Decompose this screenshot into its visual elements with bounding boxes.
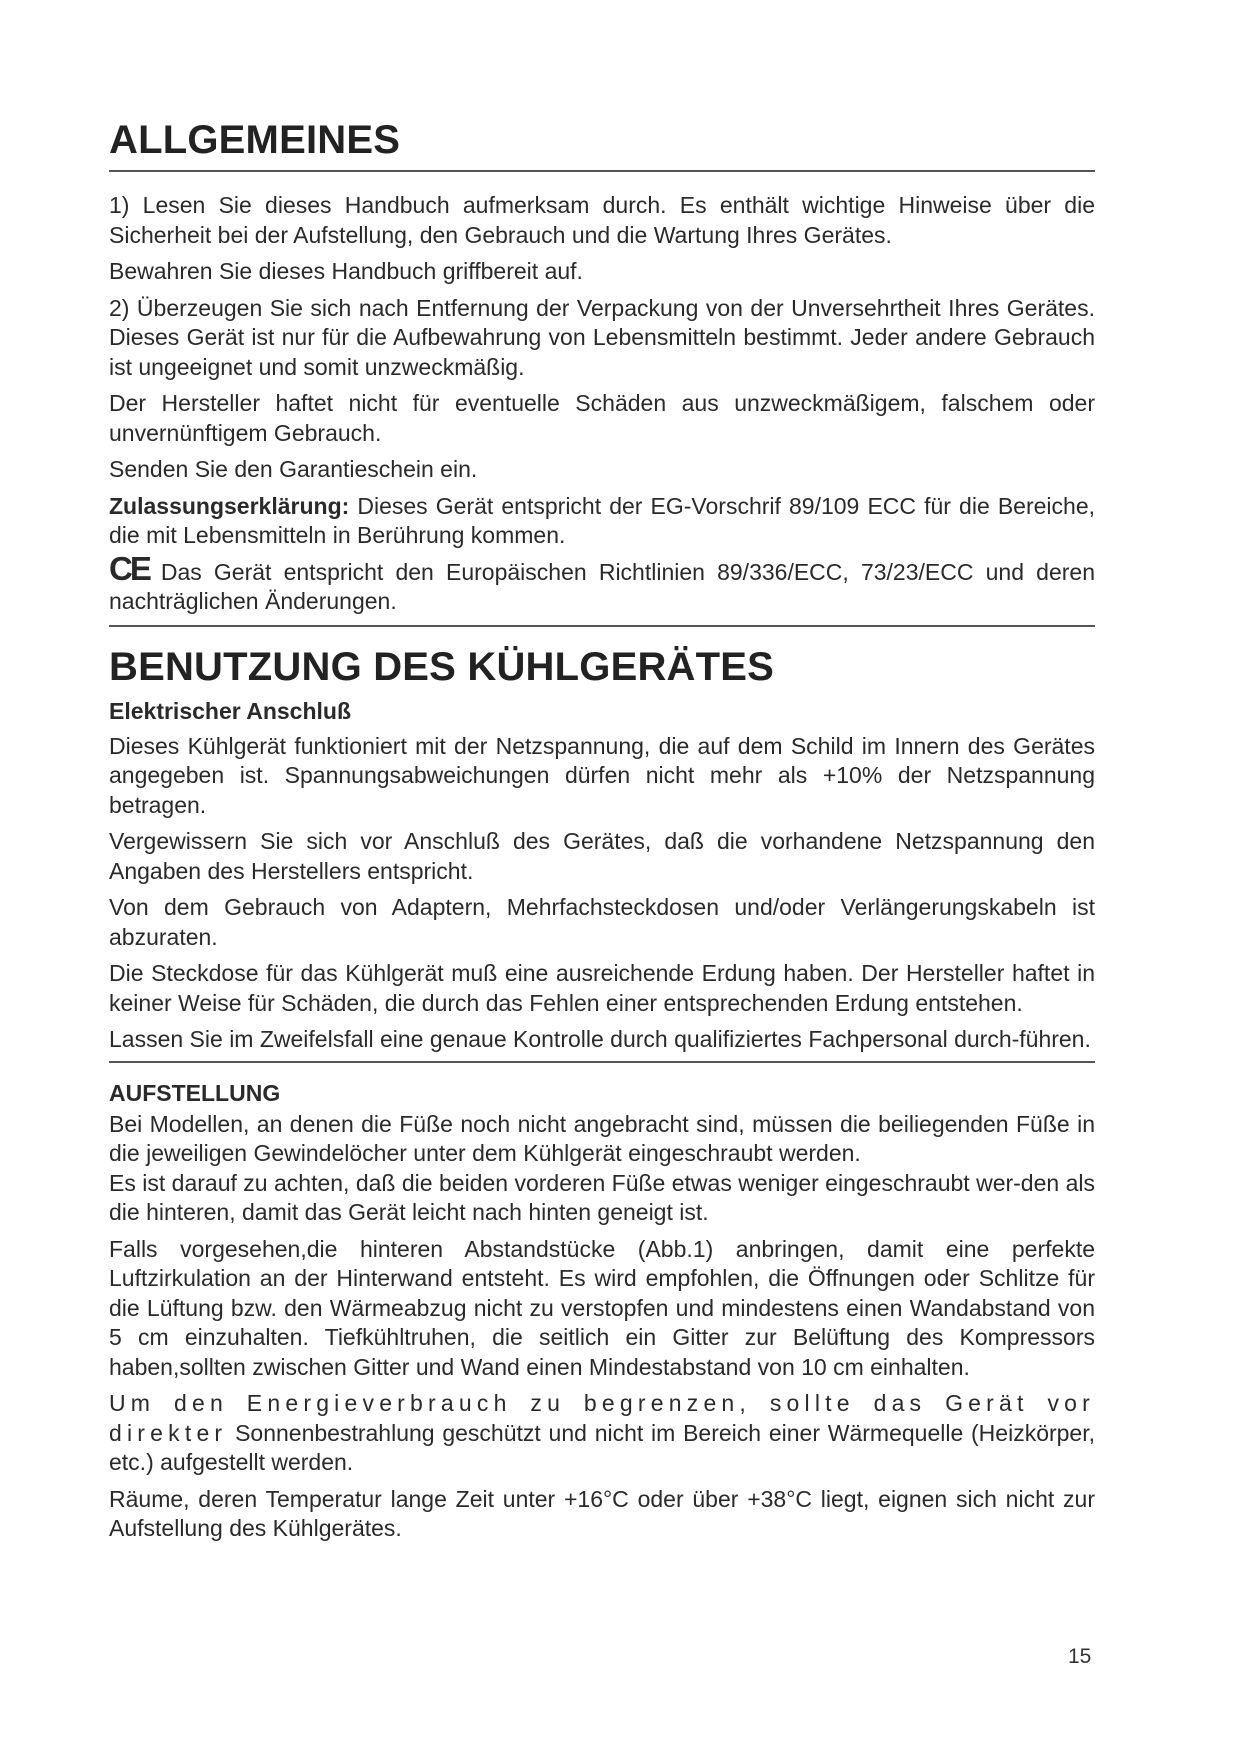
- paragraph-approval: [109, 492, 1095, 551]
- paragraph-ce-conformity: [109, 549, 1095, 617]
- paragraph-adapters: Von dem Gebrauch von Adaptern, Mehrfachsteckdosen und/oder Verlängerungskabeln ist abzuraten.: [109, 894, 1095, 950]
- paragraph-temperature: Räume, deren Temperatur lange Zeit unter +16°C oder über +38°C liegt, eignen sich nicht zur Aufstellung des Kühlgerätes.: [109, 1485, 1095, 1541]
- paragraph-liability: Der Hersteller haftet nicht für eventuelle Schäden aus unzweckmäßigem, falschem oder unvernünftigem Gebrauch.: [109, 390, 1095, 446]
- energy-text-rest: Sonnenbestrahlung geschützt und nicht im Bereich einer Wärmequelle (Heizkörper, etc.) aufgestellt werden.: [109, 1419, 1096, 1475]
- ce-mark-icon: CE: [109, 549, 149, 587]
- section-divider: [109, 170, 1095, 172]
- paragraph-warranty: Senden Sie den Garantieschein ein.: [109, 456, 478, 482]
- paragraph-qualified-check: Lassen Sie im Zweifelsfall eine genaue Kontrolle durch qualifiziertes Fachpersonal durch-führen.: [109, 1026, 1091, 1052]
- document-page: [109, 118, 1095, 1551]
- energy-text-first-line: Um den Energieverbrauch zu begrenzen, sollte das Gerät vor direkter: [109, 1390, 1095, 1446]
- paragraph-feet: Bei Modellen, an denen die Füße noch nicht angebracht sind, müssen die beiliegenden Füße in die jeweiligen Gewindelöcher unter dem Kühlgerät eingeschraubt werden.: [109, 1110, 1095, 1166]
- paragraph-feet-tilt: Es ist darauf zu achten, daß die beiden vorderen Füße etwas weniger eingeschraubt wer-den als die hinteren, damit das Gerät leicht nach hinten geneigt ist.: [109, 1169, 1095, 1225]
- section-title-benutzung: BENUTZUNG DES KÜHLGERÄTES: [109, 644, 775, 689]
- paragraph-check-device: 2) Überzeugen Sie sich nach Entfernung der Verpackung von der Unversehrtheit Ihres Gerätes. Dieses Gerät ist nur für die Aufbewahrung von Lebensmitteln bestimmt. Jeder andere Gebrauch ist ungeeignet und somit unzweckmäßig.: [109, 294, 1095, 380]
- paragraph-energy: [109, 1389, 1095, 1478]
- approval-text: Dieses Gerät entspricht der EG-Vorschrif 89/109 ECC für die Bereiche, die mit Lebensmitteln in Berührung kommen.: [109, 492, 1095, 548]
- paragraph-read-manual: 1) Lesen Sie dieses Handbuch aufmerksam durch. Es enthält wichtige Hinweise über die Sicherheit bei der Aufstellung, den Gebrauch und die Wartung Ihres Gerätes.: [109, 192, 1095, 248]
- paragraph-voltage: Dieses Kühlgerät funktioniert mit der Netzspannung, die auf dem Schild im Innern des Gerätes angegeben ist. Spannungsabweichungen dürfen nicht mehr als +10% der Netzspannung betragen.: [109, 732, 1095, 818]
- subsection-title-electrical: Elektrischer Anschluß: [109, 697, 352, 724]
- paragraph-ventilation: Falls vorgesehen,die hinteren Abstandstücke (Abb.1) anbringen, damit eine perfekte Luftzirkulation an der Hinterwand entsteht. Es wird empfohlen, die Öffnungen oder Schlitze für die Lüftung bzw. den Wärmeabzug nicht zu verstopfen und mindestens einen Wandabstand von 5 cm einzuhalten. Tiefkühltruhen, die seitlich ein Gitter zur Belüftung des Kompressors haben,sollten zwischen Gitter und Wand einen Mindestabstand von 10 cm einhalten.: [109, 1235, 1095, 1380]
- subsection-title-aufstellung: AUFSTELLUNG: [109, 1079, 281, 1106]
- paragraph-keep-manual: Bewahren Sie dieses Handbuch griffbereit auf.: [109, 258, 583, 284]
- approval-label: Zulassungserklärung:: [109, 492, 350, 519]
- section-title-allgemeines: ALLGEMEINES: [109, 118, 401, 162]
- section-divider: [109, 1061, 1095, 1063]
- paragraph-check-voltage: Vergewissern Sie sich vor Anschluß des Gerätes, daß die vorhandene Netzspannung den Angaben des Herstellers entspricht.: [109, 828, 1095, 884]
- section-divider: [109, 625, 1095, 627]
- ce-text: Das Gerät entspricht den Europäischen Richtlinien 89/336/ECC, 73/23/ECC und deren nachträglichen Änderungen.: [109, 558, 1095, 614]
- paragraph-grounding: Die Steckdose für das Kühlgerät muß eine ausreichende Erdung haben. Der Hersteller haftet in keiner Weise für Schäden, die durch das Fehlen einer entsprechenden Erdung entstehen.: [109, 960, 1095, 1016]
- page-number: 15: [1068, 1645, 1092, 1668]
